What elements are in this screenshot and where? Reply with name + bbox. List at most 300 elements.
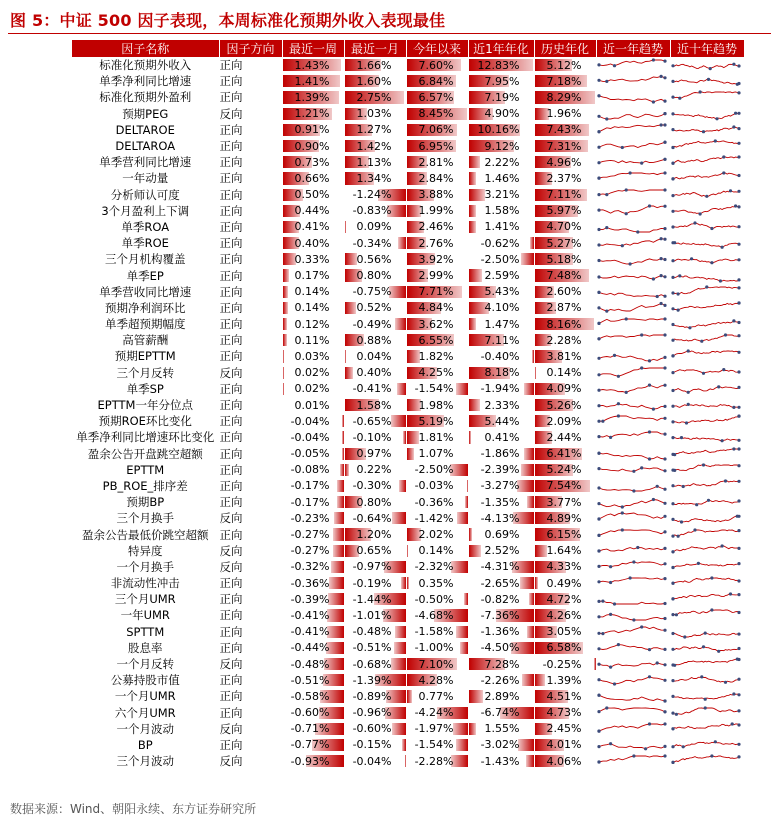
trend-10y-cell [670, 510, 744, 526]
sparkline-path [673, 369, 739, 373]
return-value: 2.52% [484, 544, 520, 558]
return-value: 1.99% [418, 204, 454, 218]
sparkline-marker [674, 614, 677, 617]
sparkline-marker [663, 663, 666, 666]
sparkline [597, 269, 667, 283]
return-value: 0.49% [546, 576, 582, 590]
factor-name-cell: 六个月UMR [72, 705, 219, 721]
sparkline-path [599, 615, 665, 621]
return-value: 2.44% [546, 430, 582, 444]
return-cell [534, 575, 596, 591]
table-row [72, 89, 744, 105]
sparkline-path [599, 677, 665, 684]
trend-1y-cell [596, 73, 670, 89]
header-factor-direction: 因子方向 [219, 40, 282, 57]
factor-name-cell: 特异度 [72, 543, 219, 559]
return-cell [468, 365, 534, 381]
return-cell [282, 624, 344, 640]
return-value: -0.68% [352, 657, 392, 671]
sparkline-marker [663, 172, 666, 175]
sparkline-marker [700, 676, 703, 679]
sparkline [671, 592, 741, 606]
return-cell [534, 187, 596, 203]
return-cell [344, 251, 406, 267]
sparkline-marker [696, 562, 699, 565]
return-value: -2.26% [480, 673, 520, 687]
return-cell [534, 559, 596, 575]
sparkline-marker [737, 351, 740, 354]
table-row [72, 106, 744, 122]
sparkline-marker [597, 710, 600, 713]
sparkline-marker [624, 317, 627, 320]
sparkline [671, 463, 741, 477]
sparkline [597, 706, 667, 720]
return-value: -0.71% [290, 722, 330, 736]
return-cell [282, 559, 344, 575]
sparkline-marker [663, 317, 666, 320]
return-cell [406, 300, 468, 316]
sparkline-path [599, 744, 665, 749]
return-value: -0.25% [542, 657, 582, 671]
return-value: 4.01% [546, 738, 582, 752]
sparkline-marker [632, 619, 635, 622]
return-cell [534, 348, 596, 364]
trend-1y-cell [596, 640, 670, 656]
factor-direction-cell: 正向 [219, 705, 282, 721]
return-cell [468, 413, 534, 429]
return-value: 1.07% [418, 447, 454, 461]
return-cell [468, 737, 534, 753]
sparkline-marker [737, 464, 740, 467]
sparkline-marker [647, 383, 650, 386]
return-cell [406, 187, 468, 203]
return-value: 7.10% [418, 657, 454, 671]
table-row [72, 753, 744, 769]
sparkline [597, 204, 667, 218]
return-value: -1.58% [414, 625, 454, 639]
trend-1y-cell [596, 284, 670, 300]
sparkline-path [599, 562, 665, 567]
sparkline-marker [597, 228, 600, 231]
sparkline-marker [671, 178, 674, 181]
trend-10y-cell [670, 187, 744, 203]
factor-name-cell: 标准化预期外收入 [72, 57, 219, 73]
return-value: 7.43% [546, 123, 582, 137]
factor-name-cell: 一个月UMR [72, 688, 219, 704]
sparkline-marker [703, 698, 706, 701]
return-value: -0.58% [290, 689, 330, 703]
sparkline-marker [717, 385, 720, 388]
return-value: 2.02% [418, 528, 454, 542]
sparkline-marker [663, 710, 666, 713]
sparkline-marker [663, 562, 666, 565]
sparkline-marker [651, 277, 654, 280]
sparkline-marker [737, 743, 740, 746]
sparkline-marker [701, 130, 704, 133]
return-cell [344, 219, 406, 235]
trend-10y-cell [670, 73, 744, 89]
sparkline-marker [737, 64, 740, 67]
sparkline-marker [737, 755, 740, 758]
return-cell [406, 478, 468, 494]
return-value: -0.04% [290, 414, 330, 428]
return-value: 1.43% [294, 58, 330, 72]
sparkline-marker [659, 274, 662, 277]
sparkline-marker [671, 695, 674, 698]
factor-direction-cell: 正向 [219, 381, 282, 397]
sparkline-path [599, 453, 665, 459]
return-value: -0.60% [352, 722, 392, 736]
trend-1y-cell [596, 89, 670, 105]
return-cell [344, 640, 406, 656]
factor-direction-cell: 反向 [219, 543, 282, 559]
sparkline-path [673, 659, 739, 665]
trend-10y-cell [670, 397, 744, 413]
sparkline-marker [737, 678, 740, 681]
sparkline-marker [693, 528, 696, 531]
return-cell [406, 640, 468, 656]
factor-name-cell: 三个月反转 [72, 365, 219, 381]
trend-1y-cell [596, 57, 670, 73]
factor-name-cell: 非流动性冲击 [72, 575, 219, 591]
sparkline-marker [597, 518, 600, 521]
sparkline-path [599, 530, 665, 535]
return-cell [468, 187, 534, 203]
return-value: 0.04% [356, 349, 392, 363]
return-value: -0.36% [414, 495, 454, 509]
return-value: 4.25% [418, 366, 454, 380]
return-cell [468, 510, 534, 526]
sparkline-path [673, 578, 739, 583]
sparkline [597, 366, 667, 380]
return-cell [282, 721, 344, 737]
table-row [72, 316, 744, 332]
sparkline-marker [651, 408, 654, 411]
table-row [72, 267, 744, 283]
return-cell [534, 526, 596, 542]
return-value: 0.40% [356, 366, 392, 380]
sparkline-marker [663, 457, 666, 460]
factor-name-cell: 单季EP [72, 267, 219, 283]
sparkline-marker [693, 221, 696, 224]
sparkline-marker [737, 174, 740, 177]
sparkline [597, 673, 667, 687]
figure-title: 图 5：中证 500 因子表现，本周标准化预期外收入表现最佳 [10, 11, 446, 30]
return-cell [282, 397, 344, 413]
table-row [72, 656, 744, 672]
sparkline-marker [659, 302, 662, 305]
return-cell [534, 170, 596, 186]
return-cell [282, 219, 344, 235]
return-cell [468, 251, 534, 267]
sparkline-marker [676, 534, 679, 537]
sparkline-marker [671, 484, 674, 487]
return-value: -0.48% [352, 625, 392, 639]
return-cell [282, 106, 344, 122]
return-cell [468, 705, 534, 721]
return-cell [344, 607, 406, 623]
sparkline-marker [671, 566, 674, 569]
sparkline-marker [640, 334, 643, 337]
return-value: 1.42% [356, 139, 392, 153]
sparkline-path [599, 275, 665, 278]
sparkline-marker [597, 357, 600, 360]
return-value: -0.51% [352, 641, 392, 655]
return-cell [406, 462, 468, 478]
return-value: 0.14% [294, 301, 330, 315]
trend-1y-cell [596, 348, 670, 364]
return-cell [344, 57, 406, 73]
sparkline-marker [737, 127, 740, 130]
return-cell [468, 688, 534, 704]
sparkline [671, 495, 741, 509]
factor-direction-cell: 正向 [219, 494, 282, 510]
return-value: -7.36% [480, 608, 520, 622]
return-value: -4.24% [414, 706, 454, 720]
sparkline-marker [671, 209, 674, 212]
factor-direction-cell: 正向 [219, 284, 282, 300]
sparkline-marker [728, 593, 731, 596]
return-cell [344, 154, 406, 170]
return-value: -1.54% [414, 738, 454, 752]
return-cell [344, 73, 406, 89]
factor-direction-cell: 正向 [219, 526, 282, 542]
sparkline [671, 220, 741, 234]
return-value: 7.54% [546, 479, 582, 493]
sparkline-marker [655, 295, 658, 298]
return-cell [282, 284, 344, 300]
return-cell [344, 284, 406, 300]
return-value: 0.41% [484, 430, 520, 444]
sparkline [671, 285, 741, 299]
return-value: 0.88% [356, 333, 392, 347]
return-cell [534, 753, 596, 769]
factor-name-cell: 单季SP [72, 381, 219, 397]
sparkline-marker [663, 112, 666, 115]
sparkline [671, 560, 741, 574]
sparkline-marker [737, 334, 740, 337]
return-cell [406, 575, 468, 591]
return-cell [468, 543, 534, 559]
sparkline [671, 74, 741, 88]
factor-direction-cell: 正向 [219, 267, 282, 283]
sparkline-marker [723, 334, 726, 337]
sparkline-marker [663, 383, 666, 386]
return-cell [468, 267, 534, 283]
return-cell [534, 672, 596, 688]
sparkline-path [599, 578, 665, 583]
return-value: 0.12% [294, 317, 330, 331]
factor-direction-cell: 正向 [219, 607, 282, 623]
return-cell [344, 348, 406, 364]
trend-10y-cell [670, 122, 744, 138]
return-cell [468, 316, 534, 332]
sparkline-marker [663, 294, 666, 297]
sparkline [597, 657, 667, 671]
factor-direction-cell: 正向 [219, 122, 282, 138]
sparkline [597, 333, 667, 347]
sparkline-marker [597, 130, 600, 133]
sparkline-marker [597, 420, 600, 423]
return-cell [344, 478, 406, 494]
sparkline-marker [612, 603, 615, 606]
return-cell [282, 462, 344, 478]
return-value: -0.51% [290, 673, 330, 687]
return-cell [282, 73, 344, 89]
sparkline [671, 139, 741, 153]
return-cell [468, 607, 534, 623]
sparkline-marker [647, 675, 650, 678]
return-value: 0.97% [356, 447, 392, 461]
sparkline-marker [735, 658, 738, 661]
return-cell [344, 203, 406, 219]
return-value: 1.58% [356, 398, 392, 412]
return-value: 3.05% [546, 625, 582, 639]
sparkline-path [673, 677, 739, 682]
return-value: 2.75% [356, 90, 392, 104]
factor-direction-cell: 正向 [219, 219, 282, 235]
sparkline-marker [609, 436, 612, 439]
sparkline [671, 301, 741, 315]
return-value: -0.30% [352, 479, 392, 493]
return-cell [468, 300, 534, 316]
return-value: 7.28% [484, 657, 520, 671]
return-cell [406, 607, 468, 623]
sparkline-marker [671, 534, 674, 537]
trend-1y-cell [596, 575, 670, 591]
return-value: 4.33% [546, 560, 582, 574]
return-value: 1.96% [546, 107, 582, 121]
return-cell [344, 300, 406, 316]
return-cell [406, 381, 468, 397]
return-cell [406, 397, 468, 413]
return-cell [406, 429, 468, 445]
trend-1y-cell [596, 543, 670, 559]
sparkline-marker [636, 230, 639, 233]
trend-10y-cell [670, 607, 744, 623]
return-cell [282, 300, 344, 316]
sparkline-marker [737, 189, 740, 192]
factor-name-cell: 一个月反转 [72, 656, 219, 672]
return-value: -4.68% [414, 608, 454, 622]
sparkline-marker [663, 405, 666, 408]
sparkline [671, 754, 741, 768]
sparkline-marker [628, 576, 631, 579]
return-value: 4.70% [546, 220, 582, 234]
sparkline-path [599, 356, 665, 362]
sparkline-marker [723, 681, 726, 684]
sparkline-marker [737, 92, 740, 95]
return-value: -0.97% [352, 560, 392, 574]
trend-10y-cell [670, 656, 744, 672]
sparkline-marker [663, 722, 666, 725]
sparkline-marker [624, 188, 627, 191]
sparkline-marker [708, 67, 711, 70]
trend-1y-cell [596, 462, 670, 478]
trend-1y-cell [596, 106, 670, 122]
sparkline-marker [609, 565, 612, 568]
factor-direction-cell: 正向 [219, 413, 282, 429]
return-cell [468, 656, 534, 672]
return-value: 5.18% [546, 252, 582, 266]
return-cell [282, 138, 344, 154]
table-row [72, 235, 744, 251]
sparkline-marker [701, 463, 704, 466]
return-cell [534, 365, 596, 381]
return-value: -0.08% [290, 463, 330, 477]
sparkline-marker [671, 518, 674, 521]
return-value: 5.12% [546, 58, 582, 72]
return-cell [534, 219, 596, 235]
return-cell [534, 607, 596, 623]
return-value: -0.48% [290, 657, 330, 671]
sparkline-marker [671, 339, 674, 342]
sparkline-marker [737, 321, 740, 324]
trend-10y-cell [670, 235, 744, 251]
sparkline-marker [737, 694, 740, 697]
return-value: -0.32% [290, 560, 330, 574]
return-value: 1.58% [484, 204, 520, 218]
trend-1y-cell [596, 526, 670, 542]
return-cell [534, 705, 596, 721]
trend-10y-cell [670, 624, 744, 640]
sparkline-path [599, 228, 665, 232]
return-cell [282, 170, 344, 186]
factor-direction-cell: 正向 [219, 235, 282, 251]
return-cell [534, 624, 596, 640]
sparkline-marker [737, 406, 740, 409]
sparkline [671, 528, 741, 542]
return-value: 0.52% [356, 301, 392, 315]
sparkline [597, 754, 667, 768]
return-cell [406, 688, 468, 704]
factor-direction-cell: 正向 [219, 737, 282, 753]
sparkline-marker [737, 111, 740, 114]
return-cell [406, 284, 468, 300]
return-value: -0.60% [290, 706, 330, 720]
sparkline [671, 269, 741, 283]
factor-name-cell: SPTTM [72, 624, 219, 640]
sparkline [671, 398, 741, 412]
sparkline [671, 317, 741, 331]
sparkline [597, 722, 667, 736]
return-value: 4.51% [546, 689, 582, 703]
return-value: 2.37% [546, 171, 582, 185]
sparkline-marker [620, 528, 623, 531]
return-cell [282, 575, 344, 591]
return-cell [406, 591, 468, 607]
sparkline-marker [671, 502, 674, 505]
trend-10y-cell [670, 478, 744, 494]
return-value: -0.34% [352, 236, 392, 250]
return-cell [468, 478, 534, 494]
sparkline [671, 722, 741, 736]
sparkline-marker [737, 370, 740, 373]
trend-1y-cell [596, 478, 670, 494]
sparkline-marker [713, 740, 716, 743]
trend-1y-cell [596, 170, 670, 186]
return-cell [344, 591, 406, 607]
return-cell [282, 543, 344, 559]
return-cell [406, 510, 468, 526]
return-value: -2.50% [414, 463, 454, 477]
sparkline [597, 301, 667, 315]
return-value: -0.17% [290, 479, 330, 493]
sparkline-marker [737, 415, 740, 418]
sparkline-marker [737, 529, 740, 532]
return-cell [534, 267, 596, 283]
factor-name-cell: 单季净利同比增速环比变化 [72, 429, 219, 445]
